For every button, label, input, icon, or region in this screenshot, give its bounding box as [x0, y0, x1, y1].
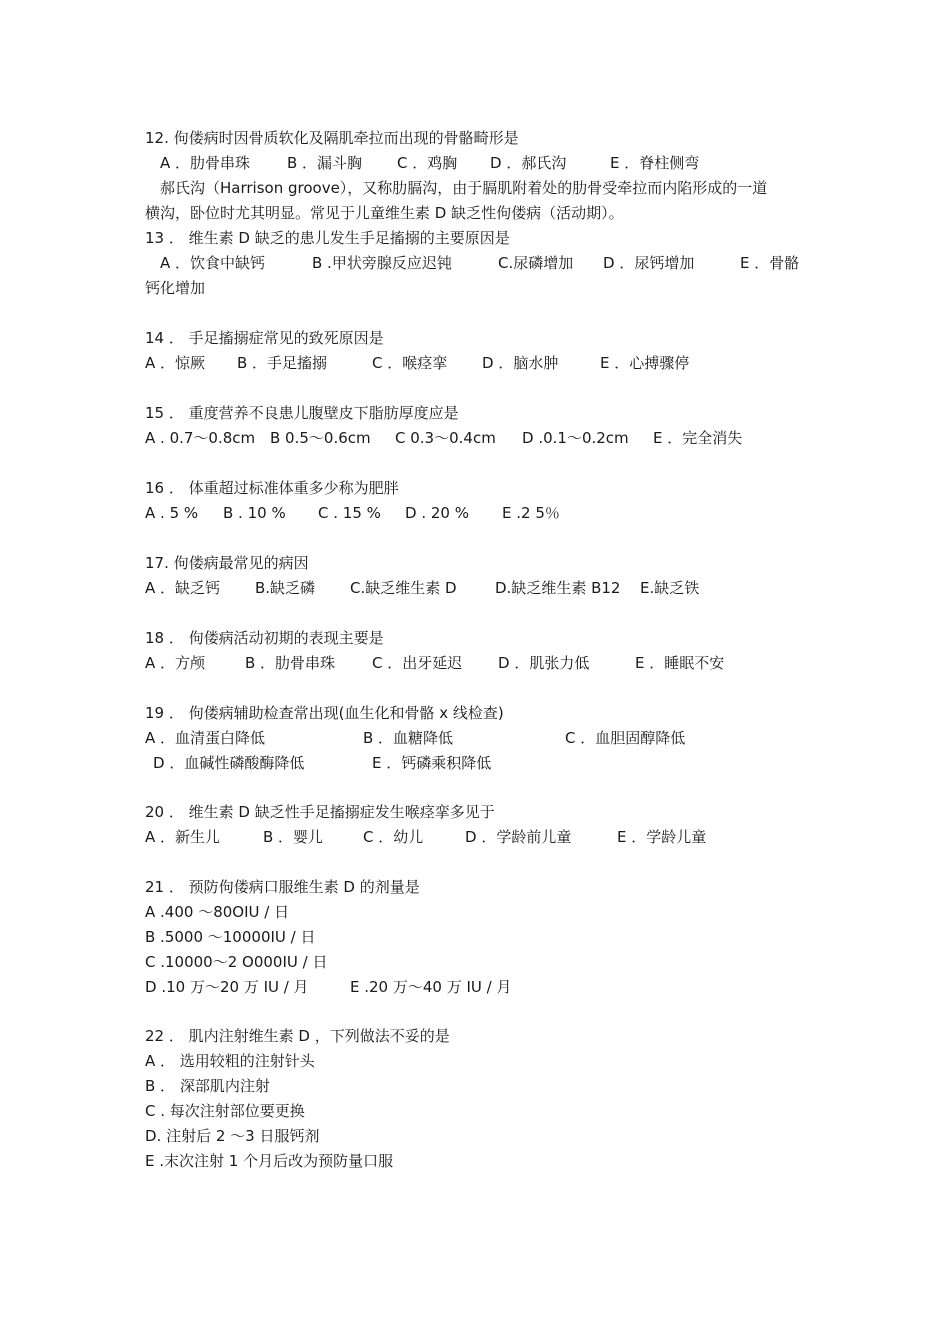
q22-option-d: D. 注射后 2 ～3 日服钙剂 [145, 1127, 320, 1145]
q18-option-c: C ．出牙延迟 [372, 654, 463, 672]
question-12-stem: 12. 佝偻病时因骨质软化及隔肌牵拉而出现的骨骼畸形是 [145, 129, 519, 147]
q14-option-d: D ．脑水肿 [482, 354, 559, 372]
q22-option-b: B ． 深部肌内注射 [145, 1077, 270, 1095]
q18-option-a: A ．方颅 [145, 654, 206, 672]
question-16-options [145, 503, 820, 525]
q13-option-d: D ．尿钙增加 [603, 254, 695, 272]
q20-option-e: E ．学龄儿童 [617, 828, 707, 846]
q18-option-d: D ．肌张力低 [498, 654, 590, 672]
question-21-options-row4 [145, 977, 820, 999]
q22-option-c: C . 每次注射部位要更换 [145, 1102, 305, 1120]
q17-option-c: C.缺乏维生素 D [350, 579, 457, 597]
q16-option-d: D . 20 % [405, 504, 469, 522]
q15-option-e: E ．完全消失 [653, 429, 743, 447]
question-14-stem: 14 ． 手足搐搦症常见的致死原因是 [145, 329, 384, 347]
q12-option-e: E ．脊柱侧弯 [610, 154, 700, 172]
q17-option-b: B.缺乏磷 [255, 579, 316, 597]
q19-option-e: E ．钙磷乘积降低 [372, 754, 492, 772]
q17-option-d: D.缺乏维生素 B12 [495, 579, 621, 597]
q20-option-a: A ．新生儿 [145, 828, 221, 846]
q13-option-e: E ．骨骼 [740, 254, 800, 272]
q19-option-b: B ．血糖降低 [363, 729, 454, 747]
q12-option-a: A ．肋骨串珠 [160, 154, 251, 172]
q18-option-e: E ．睡眠不安 [635, 654, 725, 672]
question-12-options [145, 153, 820, 175]
q15-option-b: B 0.5～0.6cm [270, 429, 371, 447]
q12-option-b: B ．漏斗胸 [287, 154, 363, 172]
question-19-options-row1 [145, 728, 820, 750]
q16-option-e: E .2 5％ [502, 504, 560, 522]
question-21-stem: 21 ． 预防佝偻病口服维生素 D 的剂量是 [145, 878, 420, 896]
q17-option-a: A ．缺乏钙 [145, 579, 221, 597]
q17-option-e: E.缺乏铁 [640, 579, 700, 597]
q20-option-b: B ．婴儿 [263, 828, 324, 846]
question-12-note-line2: 横沟，卧位时尤其明显。常见于儿童维生素 D 缺乏性佝偻病（活动期）。 [145, 204, 624, 222]
q15-option-c: C 0.3～0.4cm [395, 429, 496, 447]
question-19-stem: 19 ． 佝偻病辅助检查常出现(血生化和骨骼 x 线检查) [145, 704, 504, 722]
question-12-note-line1: 郝氏沟（Harrison groove），又称肋膈沟，由于膈肌附着处的肋骨受牵拉而内陷形成的一道 [160, 179, 768, 197]
q14-option-a: A ．惊厥 [145, 354, 206, 372]
q21-option-b: B .5000 ～10000IU / 日 [145, 928, 316, 946]
question-13-continuation: 钙化增加 [145, 279, 206, 297]
q18-option-b: B ．肋骨串珠 [245, 654, 336, 672]
question-14-options [145, 353, 820, 375]
question-15-options [145, 428, 820, 450]
question-20-stem: 20 ． 维生素 D 缺乏性手足搐搦症发生喉痉挛多见于 [145, 803, 495, 821]
q19-option-d: D ．血碱性磷酸酶降低 [153, 754, 305, 772]
q12-option-c: C ．鸡胸 [397, 154, 458, 172]
question-16-stem: 16 ． 体重超过标准体重多少称为肥胖 [145, 479, 399, 497]
q12-option-d: D ．郝氏沟 [490, 154, 567, 172]
q22-option-e: E .末次注射 1 个月后改为预防量口服 [145, 1152, 394, 1170]
question-13-stem: 13 ． 维生素 D 缺乏的患儿发生手足搐搦的主要原因是 [145, 229, 510, 247]
q21-option-c: C .10000～2 O000IU / 日 [145, 953, 328, 971]
q14-option-e: E ．心搏骤停 [600, 354, 690, 372]
question-19-options-row2 [145, 753, 820, 775]
question-17-options [145, 578, 820, 600]
q22-option-a: A ． 选用较粗的注射针头 [145, 1052, 315, 1070]
q13-option-a: A ．饮食中缺钙 [160, 254, 266, 272]
q16-option-c: C . 15 % [318, 504, 381, 522]
q20-option-c: C ．幼儿 [363, 828, 424, 846]
q16-option-a: A . 5 % [145, 504, 199, 522]
q15-option-a: A . 0.7～0.8cm [145, 429, 256, 447]
q13-option-c: C.尿磷增加 [498, 254, 574, 272]
question-17-stem: 17. 佝偻病最常见的病因 [145, 554, 309, 572]
q21-option-d: D .10 万～20 万 IU / 月 [145, 978, 309, 996]
q21-option-a: A .400 ～80OIU / 日 [145, 903, 290, 921]
q21-option-e: E .20 万～40 万 IU / 月 [350, 978, 512, 996]
question-13-options [145, 253, 820, 275]
q19-option-c: C ．血胆固醇降低 [565, 729, 686, 747]
question-22-stem: 22 ． 肌内注射维生素 D ，下列做法不妥的是 [145, 1027, 450, 1045]
q13-option-b: B .甲状旁腺反应迟钝 [312, 254, 452, 272]
q19-option-a: A ．血清蛋白降低 [145, 729, 266, 747]
question-15-stem: 15 ． 重度营养不良患儿腹壁皮下脂肪厚度应是 [145, 404, 459, 422]
q16-option-b: B . 10 % [223, 504, 286, 522]
question-18-options [145, 653, 820, 675]
q20-option-d: D ．学龄前儿童 [465, 828, 572, 846]
q15-option-d: D .0.1～0.2cm [522, 429, 629, 447]
question-20-options [145, 827, 820, 849]
question-18-stem: 18 ． 佝偻病活动初期的表现主要是 [145, 629, 384, 647]
q14-option-b: B ．手足搐搦 [237, 354, 328, 372]
q14-option-c: C ．喉痉挛 [372, 354, 448, 372]
